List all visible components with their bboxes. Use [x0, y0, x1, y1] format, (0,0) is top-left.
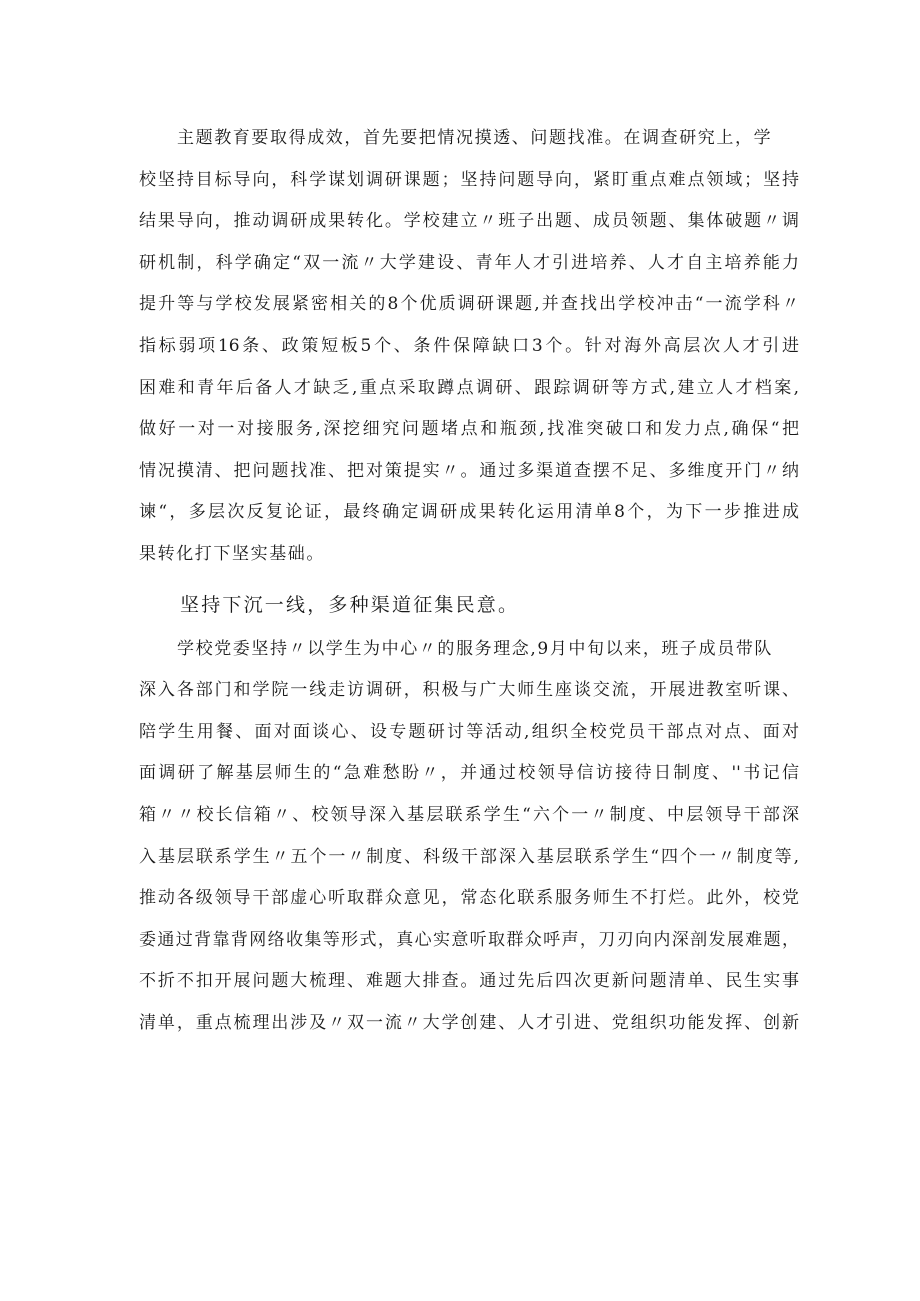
- text-line: 陪学生用餐、面对面谈心、设专题研讨等活动,组织全校党员干部点对点、面对: [139, 721, 799, 742]
- paragraph-public-opinion: [139, 629, 799, 1045]
- text-line: 不折不扣开展问题大梳理、难题大排查。通过先后四次更新问题清单、民生实事: [139, 971, 799, 992]
- text-line: 指标弱项16条、政策短板5个、条件保障缺口3个。针对海外高层次人才引进: [139, 335, 799, 356]
- text-line: 研机制，科学确定“双一流〃大学建设、青年人才引进培养、人才自主培养能力: [139, 252, 799, 273]
- text-line: 推动各级领导干部虚心听取群众意见，常态化联系服务师生不打烂。此外，校党: [139, 888, 799, 909]
- text-line: 学校党委坚持〃以学生为中心〃的服务理念,9月中旬以来，班子成员带队: [177, 638, 774, 659]
- text-line: 深入各部门和学院一线走访调研，积极与广大师生座谈交流，开展进教室听课、: [139, 680, 799, 701]
- text-line: 清单，重点梳理出涉及〃双一流〃大学创建、人才引进、党组织功能发挥、创新: [139, 1012, 799, 1033]
- text-line: 果转化打下坚实基础。: [139, 543, 325, 564]
- text-line: 情况摸清、把问题找准、把对策提实〃。通过多渠道查摆不足、多维度开门〃纳: [139, 460, 799, 481]
- text-line: 面调研了解基层师生的“急难愁盼〃，并通过校领导信访接待日制度、''书记信: [139, 763, 799, 784]
- paragraph-survey-research: [139, 118, 799, 576]
- text-line: 校坚持目标导向，科学谋划调研课题；坚持问题导向，紧盯重点难点领域；坚持: [139, 169, 799, 190]
- text-line: 谏“，多层次反复论证，最终确定调研成果转化运用清单8个，为下一步推进成: [139, 502, 799, 523]
- document-body: [139, 118, 799, 1044]
- text-line: 箱〃〃校长信箱〃、校领导深入基层联系学生“六个一〃制度、中层领导干部深: [139, 804, 799, 825]
- text-line: 委通过背靠背网络收集等形式，真心实意听取群众呼声，刀刃向内深剖发展难题，: [139, 929, 799, 950]
- text-line: 提升等与学校发展紧密相关的8个优质调研课题,并查找出学校冲击“一流学科〃: [139, 294, 799, 315]
- text-line: 结果导向，推动调研成果转化。学校建立〃班子出题、成员领题、集体破题〃调: [139, 211, 799, 232]
- section-heading: 坚持下沉一线，多种渠道征集民意。: [180, 593, 520, 616]
- text-line: 入基层联系学生〃五个一〃制度、科级干部深入基层联系学生“四个一〃制度等,: [139, 846, 799, 867]
- text-line: 做好一对一对接服务,深挖细究问题堵点和瓶颈,找准突破口和发力点,确保“把: [139, 419, 799, 440]
- text-line: 困难和青年后备人才缺乏,重点采取蹲点调研、跟踪调研等方式,建立人才档案,: [139, 377, 799, 398]
- text-line: 主题教育要取得成效，首先要把情况摸透、问题找准。在调查研究上，学: [177, 128, 773, 148]
